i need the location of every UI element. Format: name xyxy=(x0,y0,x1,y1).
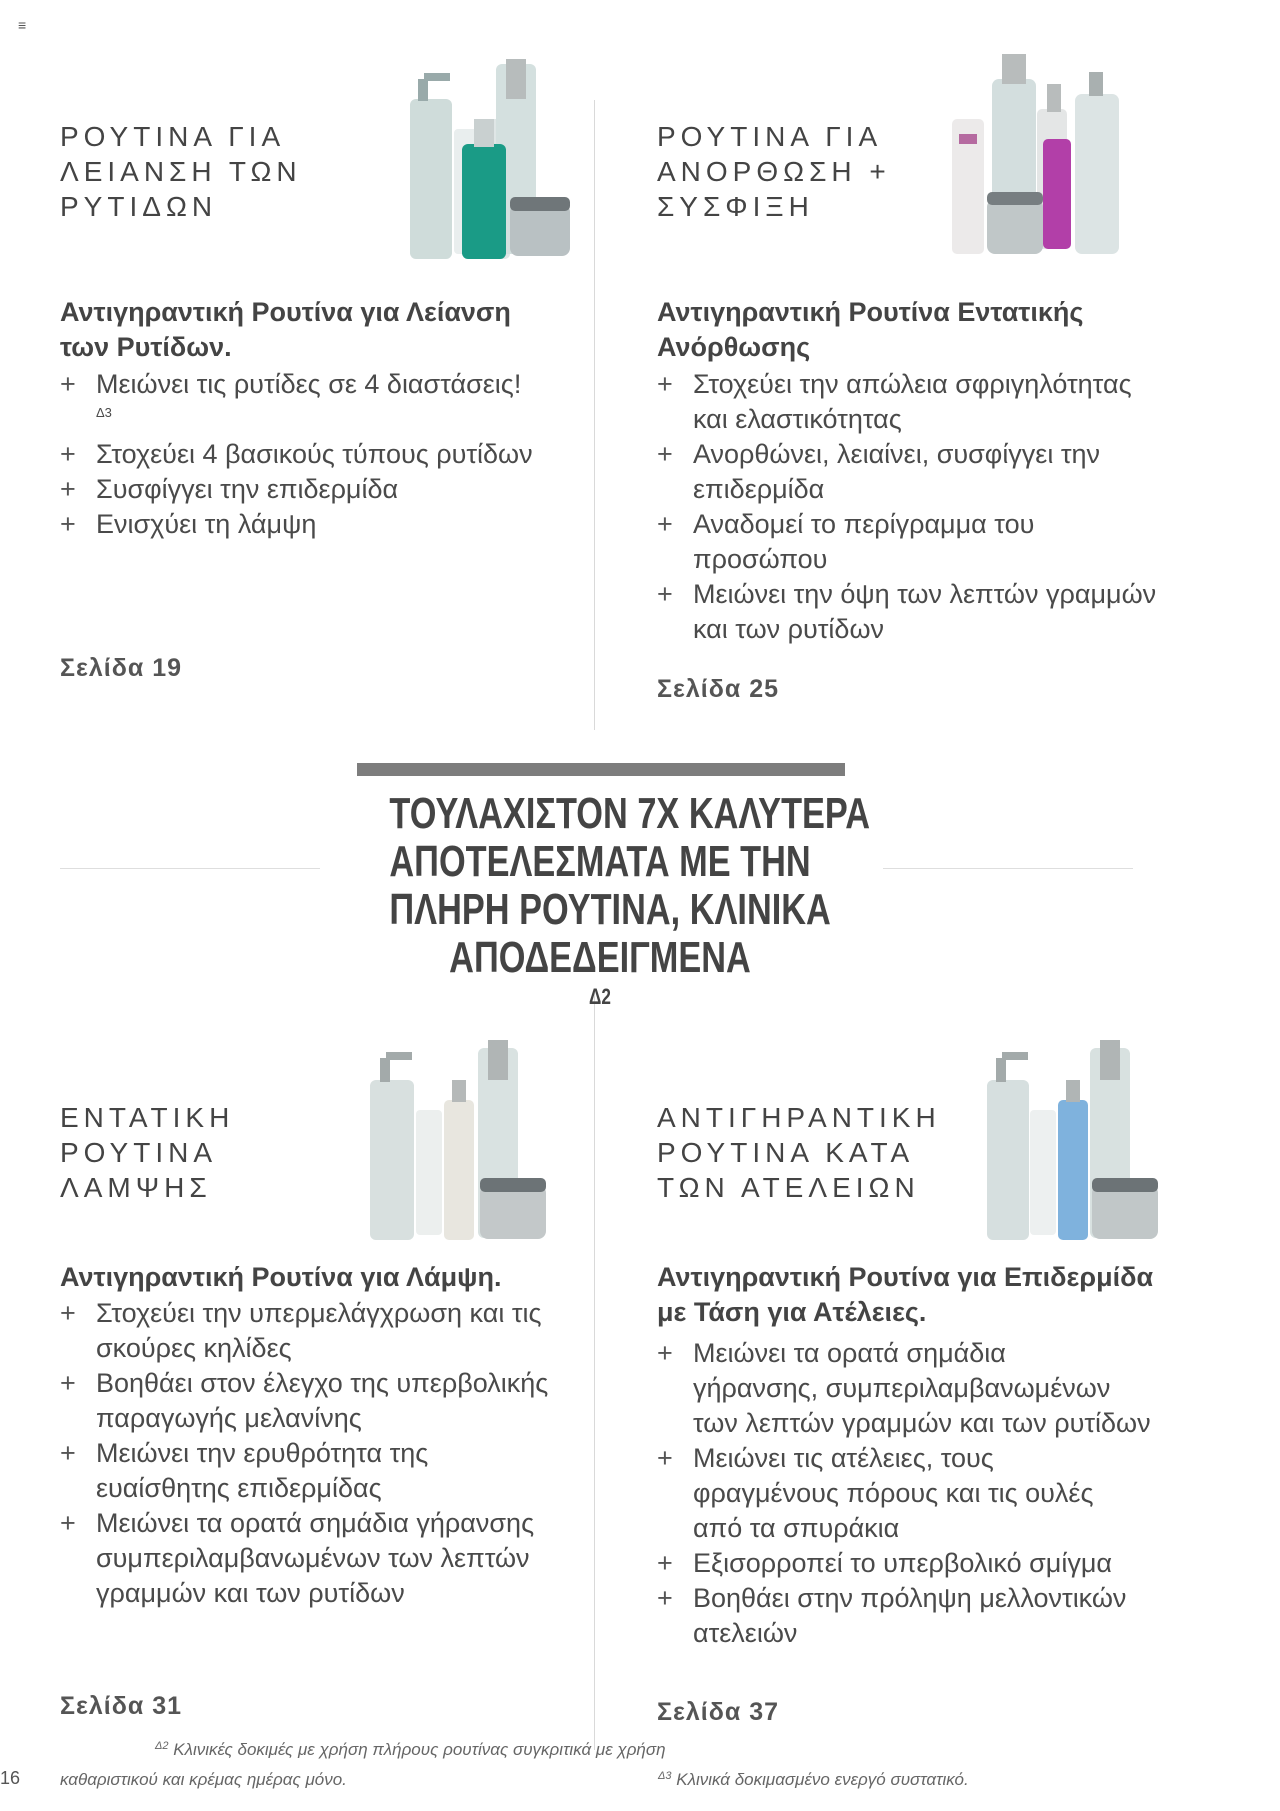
plus-icon: + xyxy=(657,579,673,609)
item-line: Ανορθώνει, λειαίνει, συσφίγγει την xyxy=(693,439,1101,469)
list-item xyxy=(60,367,533,437)
list-item xyxy=(657,1336,1151,1441)
item-line: σκούρες κηλίδες xyxy=(96,1333,292,1363)
plus-icon: + xyxy=(657,439,673,469)
list-item xyxy=(657,437,1156,507)
page-ref-number: 19 xyxy=(152,654,183,682)
footnote-d2-line1 xyxy=(155,1740,666,1760)
item-line: από τα σπυράκια xyxy=(693,1513,900,1543)
plus-icon: + xyxy=(60,439,76,469)
menu-icon[interactable]: ≡ xyxy=(18,17,27,33)
item-line: των λεπτών γραμμών και των ρυτίδων xyxy=(693,1408,1151,1438)
list-item xyxy=(60,1436,548,1506)
section-heading xyxy=(60,1260,501,1295)
benefit-list xyxy=(657,367,1156,647)
item-line: και ελαστικότητας xyxy=(693,404,902,434)
banner-line: ΑΠΟΤΕΛΕΣΜΑΤΑ ΜΕ ΤΗΝ xyxy=(389,837,811,886)
section-heading xyxy=(657,295,1083,365)
title-line: ΑΝΟΡΘΩΣΗ + xyxy=(657,156,891,187)
banner-line-text: ΑΠΟΔΕΔΕΙΓΜΕΝΑ xyxy=(449,933,751,982)
list-item xyxy=(60,472,533,507)
title-line: ΑΝΤΙΓΗΡΑΝΤΙΚΗ xyxy=(657,1102,941,1133)
footnote-ref: Δ3 xyxy=(96,405,112,420)
plus-icon: + xyxy=(657,1443,673,1473)
heading-line: Αντιγηραντική Ρουτίνα για Λάμψη. xyxy=(60,1262,502,1292)
section-heading xyxy=(657,1260,1153,1330)
section-title xyxy=(657,119,957,224)
plus-icon: + xyxy=(60,1298,76,1328)
item-line: Μειώνει τα ορατά σημάδια xyxy=(693,1338,1006,1368)
section-title xyxy=(657,1100,957,1205)
heading-line: με Τάση για Ατέλειες. xyxy=(657,1297,927,1327)
item-line: γραμμών και των ρυτίδων xyxy=(96,1578,405,1608)
list-item xyxy=(60,1506,548,1611)
page-ref-number: 31 xyxy=(152,1692,183,1720)
benefit-list xyxy=(60,367,533,542)
page-ref-number: 37 xyxy=(749,1698,780,1726)
title-line: ΛΑΜΨΗΣ xyxy=(60,1172,212,1203)
item-line xyxy=(96,367,533,437)
item-line: Ενισχύει τη λάμψη xyxy=(96,509,317,539)
footnote-marker: Δ2 xyxy=(155,1740,169,1752)
item-line: Μειώνει την όψη των λεπτών γραμμών xyxy=(693,579,1157,609)
banner-line xyxy=(389,934,810,1030)
plus-icon: + xyxy=(60,1438,76,1468)
page-ref-number: 25 xyxy=(749,675,780,703)
list-item xyxy=(60,1366,548,1436)
product-set-image xyxy=(380,59,640,269)
plus-icon: + xyxy=(60,509,76,539)
plus-icon: + xyxy=(657,509,673,539)
heading-line: Αντιγηραντική Ρουτίνα για Επιδερμίδα xyxy=(657,1262,1154,1292)
plus-icon: + xyxy=(60,474,76,504)
page-label: Σελίδα xyxy=(60,654,145,682)
plus-icon: + xyxy=(657,1338,673,1368)
title-line: ΡΟΥΤΙΝΑ ΓΙΑ xyxy=(657,121,883,152)
page-reference[interactable] xyxy=(657,1698,779,1727)
item-line: Βοηθάει στην πρόληψη μελλοντικών xyxy=(693,1583,1127,1613)
title-line: ΡΥΤΙΔΩΝ xyxy=(60,191,218,222)
list-item xyxy=(60,507,533,542)
plus-icon: + xyxy=(60,369,76,399)
list-item xyxy=(60,437,533,472)
page-number: 16 xyxy=(0,1768,21,1788)
plus-icon: + xyxy=(657,369,673,399)
banner-headline xyxy=(389,789,871,1030)
title-line: ΡΟΥΤΙΝΑ xyxy=(60,1137,218,1168)
banner-line: ΤΟΥΛΑΧΙΣΤΟΝ 7Χ ΚΑΛΥΤΕΡΑ xyxy=(389,789,871,838)
page-label: Σελίδα xyxy=(657,675,742,703)
plus-icon: + xyxy=(60,1508,76,1538)
item-line: παραγωγής μελανίνης xyxy=(96,1403,362,1433)
item-line: ευαίσθητης επιδερμίδας xyxy=(96,1473,382,1503)
item-line: ατελειών xyxy=(693,1618,798,1648)
page-reference[interactable] xyxy=(60,654,182,683)
list-item xyxy=(657,1441,1151,1546)
item-line: Στοχεύει την απώλεια σφριγηλότητας xyxy=(693,369,1132,399)
product-set-image xyxy=(360,1040,580,1250)
plus-icon: + xyxy=(657,1548,673,1578)
footnote-marker: Δ3 xyxy=(658,1770,672,1782)
page-label: Σελίδα xyxy=(60,1692,145,1720)
footnote-d2-line2: καθαριστικού και κρέμας ημέρας μόνο. xyxy=(60,1770,347,1789)
section-heading xyxy=(60,295,511,365)
title-line: ΡΟΥΤΙΝΑ ΓΙΑ xyxy=(60,121,286,152)
page-reference[interactable] xyxy=(60,1692,182,1721)
footnote-ref: Δ2 xyxy=(589,984,611,1009)
page-label: Σελίδα xyxy=(657,1698,742,1726)
page-reference[interactable] xyxy=(657,675,779,704)
item-line: Στοχεύει την υπερμελάγχρωση και τις xyxy=(96,1298,542,1328)
item-line: Εξισορροπεί το υπερβολικό σμίγμα xyxy=(693,1548,1112,1578)
plus-icon: + xyxy=(60,1368,76,1398)
item-line: επιδερμίδα xyxy=(693,474,825,504)
item-line: φραγμένους πόρους και τις ουλές xyxy=(693,1478,1094,1508)
list-item xyxy=(657,1581,1151,1651)
banner-bar xyxy=(357,763,845,776)
column-divider-bottom xyxy=(594,990,595,1750)
item-line: γήρανσης, συμπεριλαμβανωμένων xyxy=(693,1373,1111,1403)
heading-line: Αντιγηραντική Ρουτίνα Εντατικής xyxy=(657,297,1084,327)
banner-line: ΠΛΗΡΗ ΡΟΥΤΙΝΑ, ΚΛΙΝΙΚΑ xyxy=(389,885,831,934)
banner-rule-right xyxy=(883,868,1133,869)
product-set-image xyxy=(982,1040,1182,1250)
section-title xyxy=(60,119,360,224)
benefit-list xyxy=(60,1296,548,1611)
heading-line: Αντιγηραντική Ρουτίνα για Λείανση xyxy=(60,297,511,327)
heading-line: των Ρυτίδων. xyxy=(60,332,232,362)
item-line: Μειώνει τις ατέλειες, τους xyxy=(693,1443,994,1473)
item-line: Στοχεύει 4 βασικούς τύπους ρυτίδων xyxy=(96,439,533,469)
item-line: και των ρυτίδων xyxy=(693,614,885,644)
title-line: ΕΝΤΑΤΙΚΗ xyxy=(60,1102,235,1133)
item-line: Συσφίγγει την επιδερμίδα xyxy=(96,474,399,504)
title-line: ΛΕΙΑΝΣΗ ΤΩΝ xyxy=(60,156,302,187)
item-line: προσώπου xyxy=(693,544,828,574)
footnote-text: Κλινικές δοκιμές με χρήση πλήρους ρουτίνας συγκριτικά με χρήση xyxy=(173,1740,666,1759)
item-line: Μειώνει τα ορατά σημάδια γήρανσης xyxy=(96,1508,535,1538)
list-item xyxy=(657,1546,1151,1581)
footnote-text: Κλινικά δοκιμασμένο ενεργό συστατικό. xyxy=(676,1770,969,1789)
banner-rule-left xyxy=(60,868,320,869)
item-line: συμπεριλαμβανωμένων των λεπτών xyxy=(96,1543,530,1573)
item-line: Βοηθάει στον έλεγχο της υπερβολικής xyxy=(96,1368,549,1398)
benefit-list xyxy=(657,1336,1151,1651)
title-line: ΤΩΝ ΑΤΕΛΕΙΩΝ xyxy=(657,1172,920,1203)
item-line: Μειώνει την ερυθρότητα της xyxy=(96,1438,429,1468)
list-item xyxy=(60,1296,548,1366)
footnote-d3 xyxy=(658,1770,969,1790)
list-item xyxy=(657,507,1156,577)
item-line: Αναδομεί το περίγραμμα του xyxy=(693,509,1035,539)
product-set-image xyxy=(947,54,1147,264)
title-line: ΣΥΣΦΙΞΗ xyxy=(657,191,814,222)
item-text: Μειώνει τις ρυτίδες σε 4 διαστάσεις! xyxy=(96,369,522,399)
list-item xyxy=(657,577,1156,647)
section-title xyxy=(60,1100,360,1205)
list-item xyxy=(657,367,1156,437)
title-line: ΡΟΥΤΙΝΑ ΚΑΤΑ xyxy=(657,1137,915,1168)
plus-icon: + xyxy=(657,1583,673,1613)
heading-line: Ανόρθωσης xyxy=(657,332,811,362)
